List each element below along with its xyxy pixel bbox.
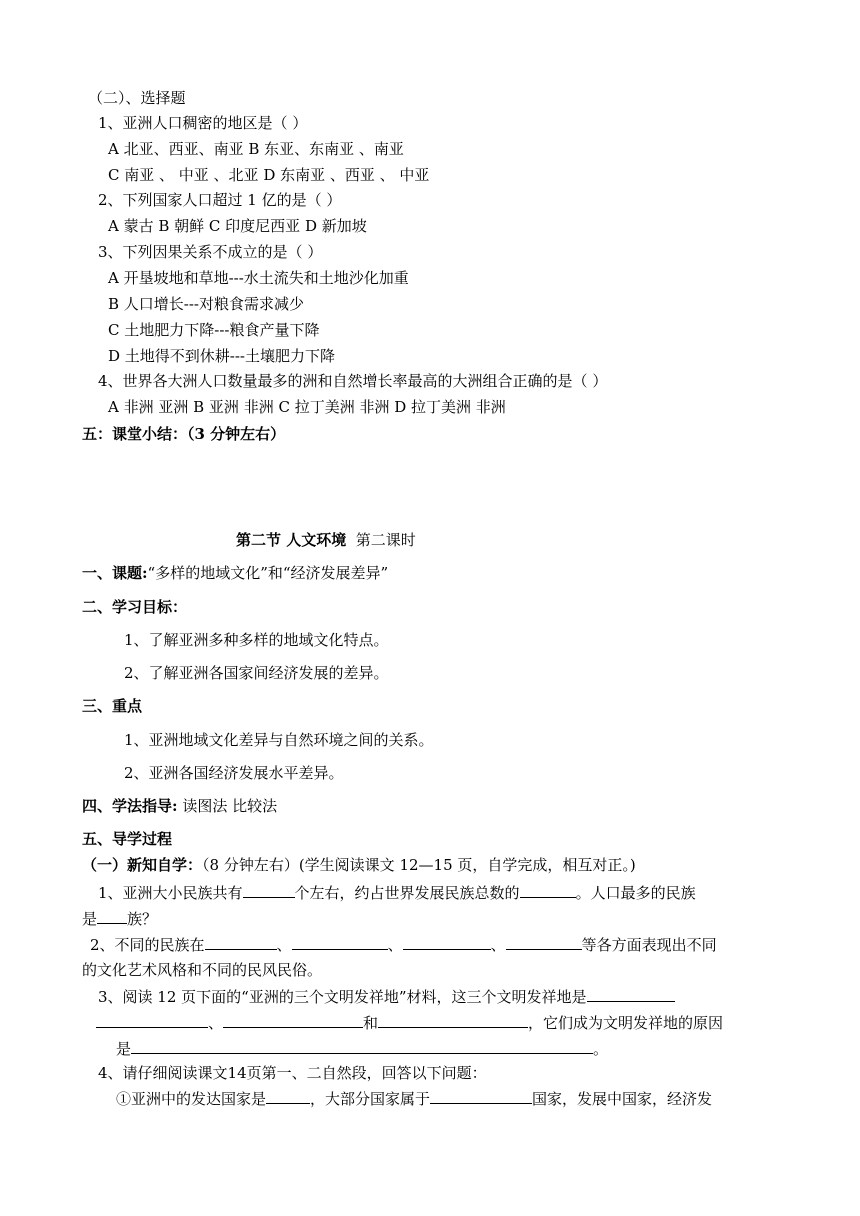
- answer-blank[interactable]: [430, 1088, 532, 1104]
- choice-section-heading: （二）、选择题: [88, 89, 186, 107]
- topic-text: “多样的地域文化”和“经济发展差异”: [147, 564, 389, 582]
- question-4-options: A 非洲 亚洲 B 亚洲 非洲 C 拉丁美洲 非洲 D 拉丁美洲 非洲: [108, 398, 506, 416]
- fill-q3-is: 是: [116, 1040, 132, 1058]
- question-1-options-cd: C 南亚 、 中亚 、北亚 D 东南亚 、西亚 、 中亚: [108, 166, 430, 184]
- answer-blank[interactable]: [97, 908, 127, 924]
- fill-q4-text-b: ，大部分国家属于: [310, 1090, 431, 1108]
- question-2-stem: 2、下列国家人口超过 1 亿的是（ ）: [98, 191, 342, 209]
- question-2-options: A 蒙古 B 朝鲜 C 印度尼西亚 D 新加坡: [108, 217, 367, 235]
- fill-q1-text-a: 1、亚洲大小民族共有: [98, 884, 243, 902]
- self-study-label: （一）新知自学：: [82, 856, 203, 874]
- fill-q1-text-d: 是: [82, 910, 98, 928]
- question-1-stem: 1、亚洲人口稠密的地区是（ ）: [98, 114, 308, 132]
- fill-q2-text-end: 等各方面表现出不同: [581, 936, 717, 954]
- fill-q1-text-e: 族？: [127, 910, 158, 928]
- answer-blank[interactable]: [403, 934, 491, 950]
- answer-blank[interactable]: [266, 1088, 310, 1104]
- method-label: 四、学法指导:: [82, 797, 178, 815]
- fill-q1-text-c: 。人口最多的民族: [575, 884, 696, 902]
- method-text: 读图法 比较法: [182, 797, 278, 815]
- fill-question-2-line1: [90, 934, 717, 955]
- answer-blank[interactable]: [243, 882, 295, 898]
- question-3-option-a: A 开垦坡地和草地---水土流失和土地沙化加重: [108, 269, 409, 287]
- question-3-option-c: C 土地肥力下降---粮食产量下降: [108, 321, 320, 339]
- goals-heading: 二、学习目标：: [82, 598, 188, 616]
- fill-question-3-line1: [98, 986, 675, 1007]
- lesson-title-period: 第二课时: [355, 531, 416, 549]
- fill-q1-text-b: 个左右，约占世界发展民族总数的: [294, 884, 520, 902]
- answer-blank[interactable]: [96, 1012, 208, 1028]
- key-points-heading: 三、重点: [82, 697, 143, 715]
- self-study-text: （8 分钟左右）(学生阅读课文 12—15 页，自学完成，相互对正。): [202, 856, 636, 874]
- question-3-stem: 3、下列因果关系不成立的是（ ）: [98, 243, 323, 261]
- question-1-options-ab: A 北亚、西亚、南亚 B 东亚、东南亚 、南亚: [108, 140, 404, 158]
- goal-1: 1、了解亚洲多种多样的地域文化特点。: [124, 631, 389, 649]
- topic-label: 一、课题:: [82, 564, 148, 582]
- fill-question-1-line1: [98, 882, 696, 903]
- fill-q4-text-a: ①亚洲中的发达国家是: [116, 1090, 267, 1108]
- fill-q3-text-end: ，它们成为文明发祥地的原因: [528, 1014, 724, 1032]
- answer-blank[interactable]: [205, 934, 277, 950]
- separator: 、: [490, 936, 506, 954]
- fill-q2-text-a: 2、不同的民族在: [90, 936, 205, 954]
- key-point-2: 2、亚洲各国经济发展水平差异。: [124, 764, 344, 782]
- fill-question-4-stem: 4、请仔细阅读课文14页第一、二自然段，回答以下问题：: [98, 1064, 487, 1082]
- key-point-1: 1、亚洲地域文化差异与自然环境之间的关系。: [124, 731, 434, 749]
- self-study-line: [82, 855, 636, 875]
- separator: 、: [387, 936, 403, 954]
- process-heading: 五、导学过程: [82, 830, 173, 848]
- fill-question-3-line2: [96, 1012, 723, 1033]
- fill-question-2-line2: 的文化艺术风格和不同的民风民俗。: [82, 961, 323, 979]
- answer-blank[interactable]: [292, 934, 388, 950]
- answer-blank[interactable]: [131, 1038, 593, 1054]
- answer-blank[interactable]: [223, 1012, 363, 1028]
- answer-blank[interactable]: [520, 882, 576, 898]
- fill-q4-text-c: 国家，发展中国家，经济发: [532, 1090, 713, 1108]
- fill-q3-and: 和: [363, 1014, 379, 1032]
- lesson-title-main: 第二节 人文环境: [236, 531, 347, 549]
- fill-question-1-line2: [82, 908, 157, 929]
- answer-blank[interactable]: [378, 1012, 528, 1028]
- fill-q3-period: 。: [593, 1040, 609, 1058]
- topic-line: [82, 563, 388, 583]
- separator: 、: [276, 936, 292, 954]
- fill-question-4-sub1: [116, 1088, 712, 1109]
- separator: 、: [208, 1014, 224, 1032]
- answer-blank[interactable]: [506, 934, 582, 950]
- answer-blank[interactable]: [587, 986, 675, 1002]
- fill-question-3-line3: [116, 1038, 608, 1059]
- question-3-option-b: B 人口增长---对粮食需求减少: [108, 295, 304, 313]
- question-4-stem: 4、世界各大洲人口数量最多的洲和自然增长率最高的大洲组合正确的是（ ）: [98, 372, 608, 390]
- fill-q3-text-a: 3、阅读 12 页下面的“亚洲的三个文明发祥地”材料，这三个文明发祥地是: [98, 988, 587, 1006]
- lesson-title: [236, 530, 416, 550]
- question-3-option-d: D 土地得不到休耕---土壤肥力下降: [108, 347, 336, 365]
- class-summary-heading: 五：课堂小结：（3 分钟左右）: [82, 425, 286, 443]
- goal-2: 2、了解亚洲各国家间经济发展的差异。: [124, 664, 389, 682]
- method-line: [82, 796, 277, 816]
